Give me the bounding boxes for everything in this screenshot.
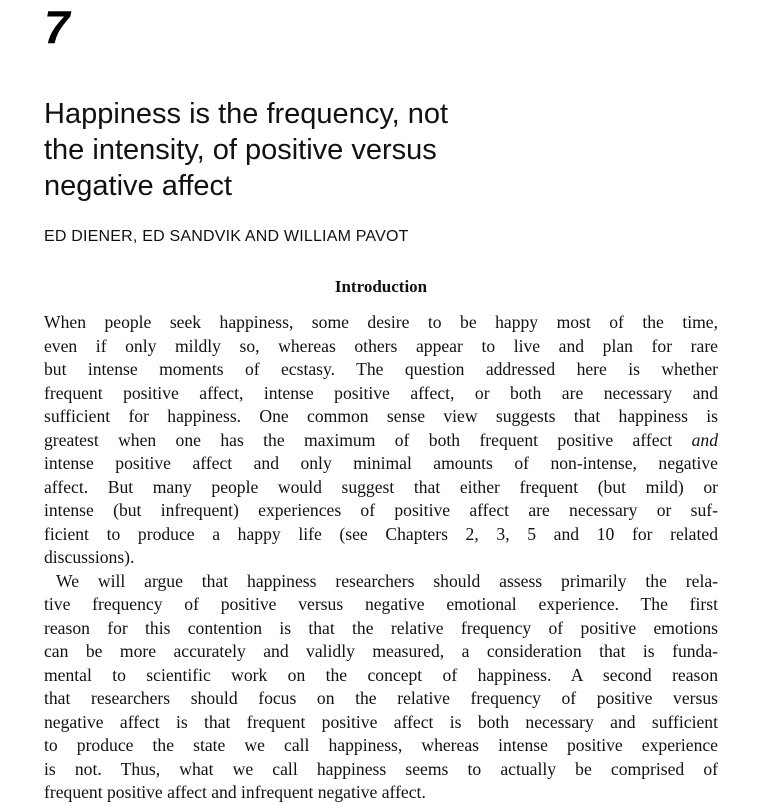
section-heading: Introduction: [334, 277, 428, 296]
chapter-title-line: Happiness is the frequency, not: [44, 98, 449, 130]
text-line: reason for this contention is that the relative frequency of positive emotions: [44, 617, 718, 638]
text-line: intense (but infrequent) experiences of positive affect are necessary or suf-: [44, 500, 718, 520]
text-line: can be more accurately and validly measured, a consideration that is funda-: [44, 641, 718, 661]
text-line: tive frequency of positive versus negative emotional experience. The first: [44, 594, 718, 614]
paragraph-2: [44, 570, 718, 805]
text-segment: greatest when one has the maximum of both frequent positive affect: [44, 429, 673, 450]
text-line-with-emphasis: [44, 429, 718, 453]
text-line: is not. Thus, what we call happiness seems to actually be comprised of: [44, 758, 718, 779]
text-line: affect. But many people would suggest that either frequent (but mild) or: [44, 476, 718, 497]
text-line: but intense moments of ecstasy. The question addressed here is whether: [44, 359, 718, 379]
text-line: ficient to produce a happy life (see Chapters 2, 3, 5 and 10 for related: [44, 523, 718, 544]
chapter-number: 7: [44, 1, 69, 53]
chapter-authors: ED DIENER, ED SANDVIK AND WILLIAM PAVOT: [44, 228, 409, 245]
text-line: When people seek happiness, some desire to be happy most of the time,: [44, 312, 718, 332]
text-line: discussions).: [44, 547, 135, 567]
text-line: intense positive affect and only minimal amounts of non-intense, negative: [44, 453, 718, 473]
text-line: We will argue that happiness researchers should assess primarily the rela-: [56, 570, 718, 591]
text-line: sufficient for happiness. One common sense view suggests that happiness is: [44, 406, 718, 426]
chapter-title: [44, 96, 564, 204]
text-line: negative affect is that frequent positive affect is both necessary and sufficient: [44, 711, 718, 732]
text-line: mental to scientific work on the concept of happiness. A second reason: [44, 664, 718, 685]
text-line: frequent positive affect, intense positive affect, or both are necessary and: [44, 382, 718, 403]
text-line: to produce the state we call happiness, whereas intense positive experience: [44, 735, 718, 755]
emphasized-word: and: [691, 429, 718, 450]
body-text: [44, 311, 718, 805]
text-line: even if only mildly so, whereas others appear to live and plan for rare: [44, 335, 718, 356]
paragraph-1: [44, 311, 718, 570]
chapter-title-line: the intensity, of positive versus: [44, 134, 437, 166]
text-line: that researchers should focus on the relative frequency of positive versus: [44, 688, 718, 708]
text-line: frequent positive affect and infrequent negative affect.: [44, 782, 426, 802]
chapter-title-line: negative affect: [44, 170, 233, 202]
